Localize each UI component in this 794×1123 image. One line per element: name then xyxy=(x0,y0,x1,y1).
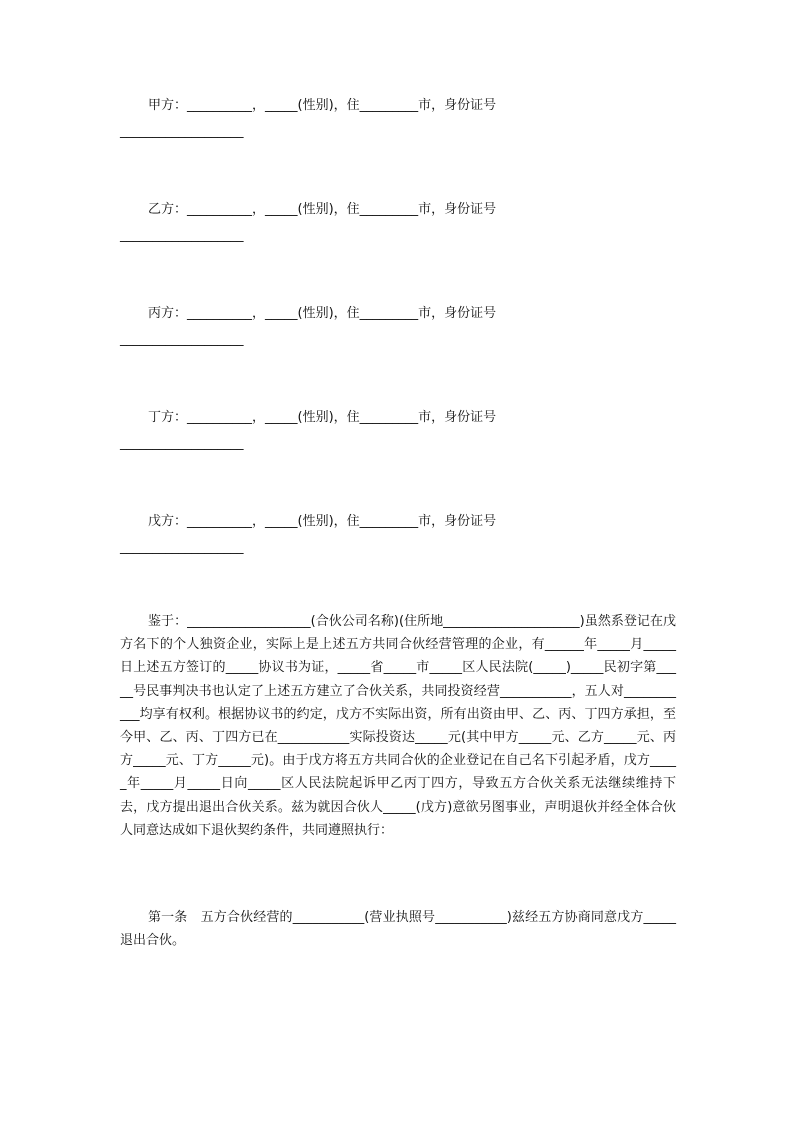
party-bing-id-blank: ___________________ xyxy=(120,332,244,347)
party-yi-line: 乙方：__________，_____(性别)，住_________市，身份证号 xyxy=(148,202,497,217)
party-ding-id-blank: ___________________ xyxy=(120,436,244,451)
party-jia-block xyxy=(120,93,680,145)
party-jia-id-blank: ___________________ xyxy=(120,124,244,139)
article-1-paragraph: 第一条 五方合伙经营的___________(营业执照号___________)兹经五方协商同意戊方_____退出合伙。 xyxy=(120,910,676,949)
party-bing-block xyxy=(120,301,680,353)
party-wu-block xyxy=(120,509,680,561)
party-ding-line: 丁方：__________，_____(性别)，住_________市，身份证号 xyxy=(148,410,497,425)
party-yi-block xyxy=(120,197,680,249)
party-bing-line: 丙方：__________，_____(性别)，住_________市，身份证号 xyxy=(148,306,497,321)
party-ding-block xyxy=(120,405,680,457)
party-wu-id-blank: ___________________ xyxy=(120,540,244,555)
party-yi-id-blank: ___________________ xyxy=(120,228,244,243)
recital-paragraph: 鉴于：___________________(合伙公司名称)(住所地_____________________)虽然系登记在戊方名下的个人独资企业，实际上是上述五方共同合伙经营管理的企业，有______年_____月_____日上述五方签订的_____协议书为证，_____省_____市_____区人民法院(_____)_____民初字第_____号民事判决书也认定了上述五方建立了合伙关系，共同投资经营___________，五人对___________均享有权利。根据协议书的约定，戊方不实际出资，所有出资由甲、乙、丙、丁四方承担，至今甲、乙、丙、丁四方已在___________实际投资达_____元(其中甲方_____元、乙方_____元、丙方_____元、丁方_____元)。由于戊方将五方共同合伙的企业登记在自己名下引起矛盾，戊方_____年_____月_____日向_____区人民法院起诉甲乙丙丁四方，导致五方合伙关系无法继续维持下去，戊方提出退出合伙关系。兹为就因合伙人_____(戊方)意欲另图事业，声明退伙并经全体合伙人同意达成如下退伙契约条件，共同遵照执行： xyxy=(120,614,676,838)
party-jia-line: 甲方：__________，_____(性别)，住_________市，身份证号 xyxy=(148,98,497,113)
party-wu-line: 戊方：__________，_____(性别)，住_________市，身份证号 xyxy=(148,514,497,529)
